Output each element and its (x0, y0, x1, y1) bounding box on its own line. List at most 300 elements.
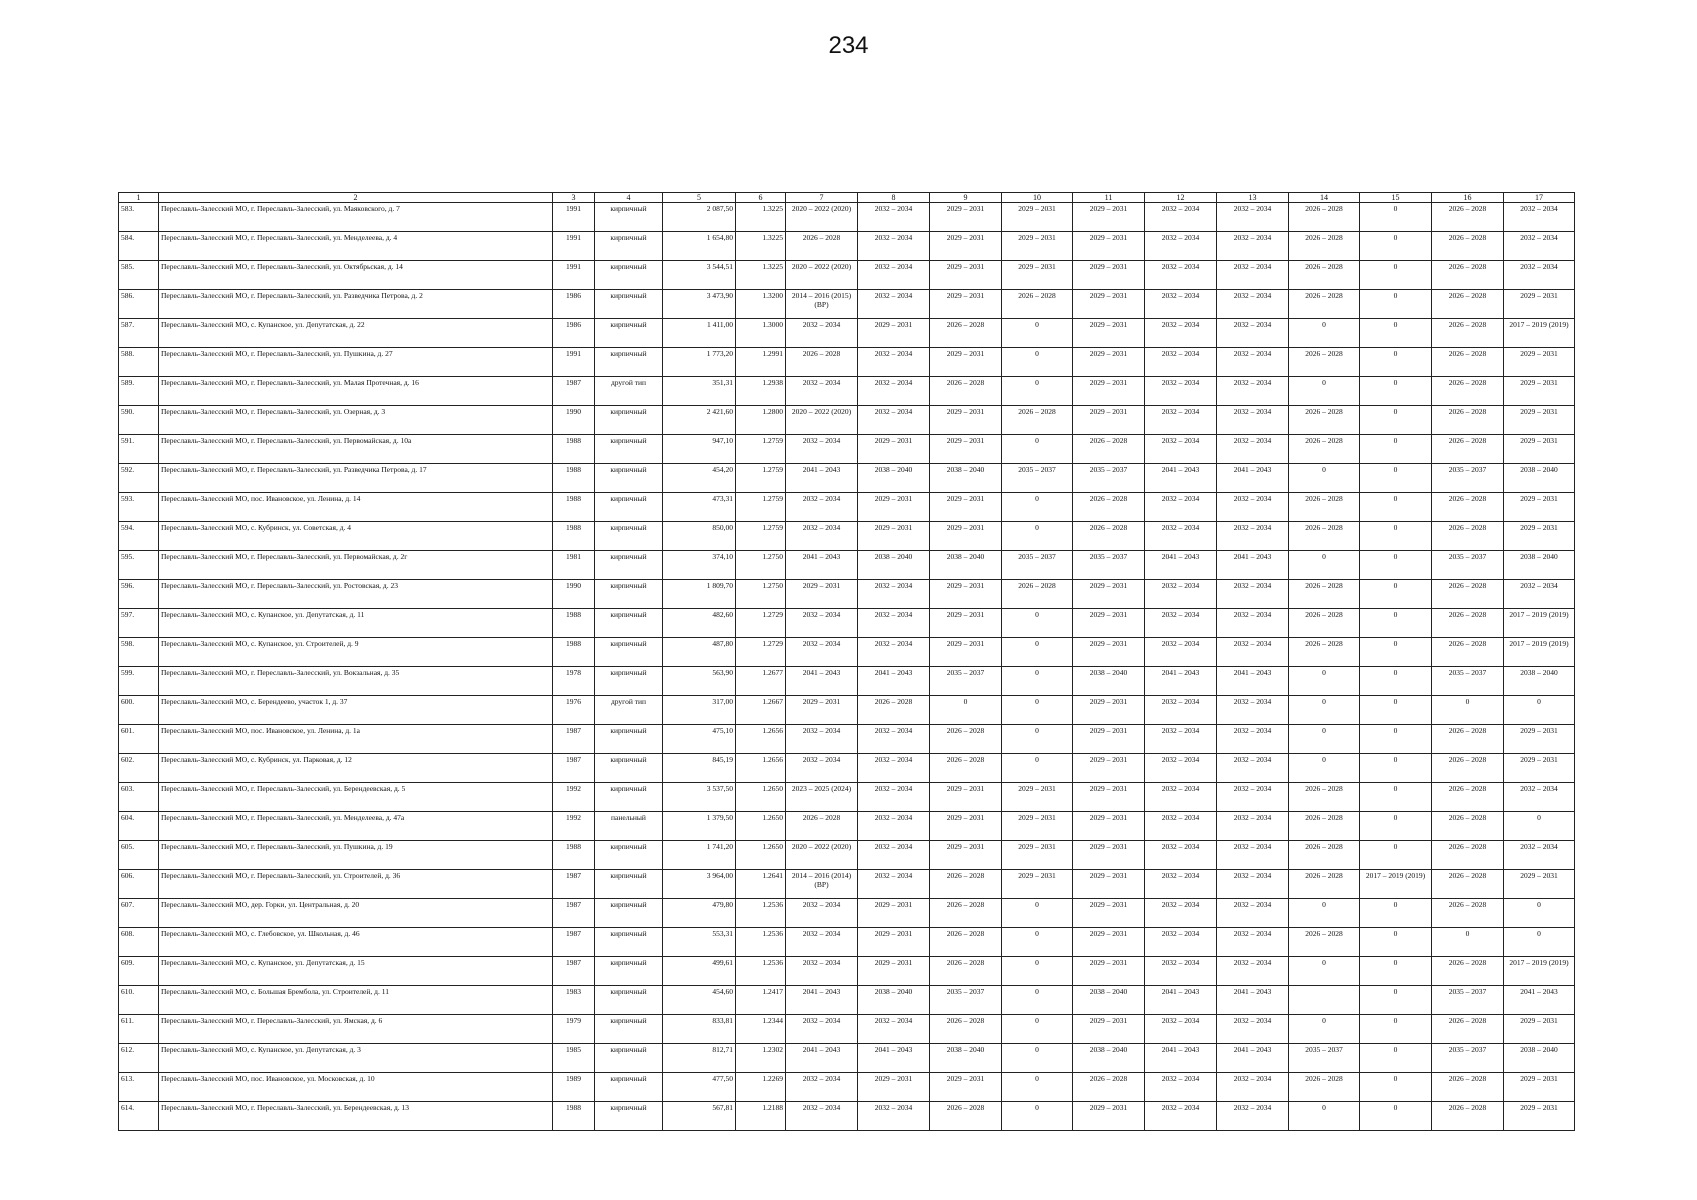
table-cell-col-9: 2026 – 2028 (930, 899, 1002, 928)
table-cell-col-1: 597. (119, 609, 159, 638)
table-cell-col-13: 2032 – 2034 (1217, 928, 1289, 957)
table-cell-col-5: 3 544,51 (663, 261, 736, 290)
table-cell-col-12: 2032 – 2034 (1145, 232, 1217, 261)
table-row (119, 928, 1575, 957)
table-cell-col-12: 2032 – 2034 (1145, 783, 1217, 812)
table-cell-col-15: 0 (1360, 696, 1432, 725)
table-row (119, 986, 1575, 1015)
table-cell-col-6: 1.2677 (736, 667, 786, 696)
table-cell-col-1: 596. (119, 580, 159, 609)
table-cell-col-1: 614. (119, 1102, 159, 1131)
table-cell-col-9: 2029 – 2031 (930, 203, 1002, 232)
table-cell-col-3: 1987 (553, 754, 595, 783)
table-cell-col-6: 1.2188 (736, 1102, 786, 1131)
table-cell-col-6: 1.2650 (736, 841, 786, 870)
table-cell-col-17: 2032 – 2034 (1504, 580, 1575, 609)
table-cell-col-1: 588. (119, 348, 159, 377)
table-cell-col-4: кирпичный (595, 870, 663, 899)
table-cell-col-2: Переславль-Залесский МО, г. Переславль-Залесский, ул. Менделеева, д. 4 (159, 232, 553, 261)
table-cell-col-12: 2041 – 2043 (1145, 464, 1217, 493)
table-cell-col-13: 2032 – 2034 (1217, 841, 1289, 870)
table-cell-col-10: 0 (1002, 696, 1073, 725)
table-cell-col-12: 2032 – 2034 (1145, 870, 1217, 899)
table-cell-col-4: кирпичный (595, 1044, 663, 1073)
table-cell-col-13: 2032 – 2034 (1217, 899, 1289, 928)
table-cell-col-11: 2029 – 2031 (1073, 609, 1145, 638)
table-cell-col-7: 2032 – 2034 (786, 1073, 858, 1102)
table-cell-col-17: 0 (1504, 928, 1575, 957)
table-cell-col-8: 2032 – 2034 (858, 725, 930, 754)
table-row (119, 522, 1575, 551)
table-cell-col-9: 2026 – 2028 (930, 319, 1002, 348)
table-cell-col-15: 0 (1360, 435, 1432, 464)
table-cell-col-2: Переславль-Залесский МО, с. Глебовское, ул. Школьная, д. 46 (159, 928, 553, 957)
table-cell-col-16: 2026 – 2028 (1432, 290, 1504, 319)
table-row (119, 957, 1575, 986)
table-cell-col-7: 2032 – 2034 (786, 493, 858, 522)
column-header-5: 5 (663, 193, 736, 203)
table-cell-col-15: 0 (1360, 493, 1432, 522)
header-row (119, 193, 1575, 203)
table-cell-col-4: кирпичный (595, 203, 663, 232)
table-cell-col-5: 1 773,20 (663, 348, 736, 377)
table-cell-col-14: 0 (1289, 551, 1360, 580)
table-cell-col-11: 2029 – 2031 (1073, 812, 1145, 841)
table-cell-col-9: 2029 – 2031 (930, 261, 1002, 290)
table-cell-col-7: 2032 – 2034 (786, 754, 858, 783)
table-cell-col-2: Переславль-Залесский МО, г. Переславль-Залесский, ул. Разведчика Петрова, д. 17 (159, 464, 553, 493)
table-cell-col-9: 2029 – 2031 (930, 406, 1002, 435)
table-cell-col-15: 0 (1360, 203, 1432, 232)
table-cell-col-10: 0 (1002, 1015, 1073, 1044)
table-cell-col-11: 2029 – 2031 (1073, 928, 1145, 957)
table-cell-col-5: 3 473,90 (663, 290, 736, 319)
table-cell-col-4: кирпичный (595, 261, 663, 290)
table-cell-col-6: 1.2641 (736, 870, 786, 899)
table-cell-col-11: 2026 – 2028 (1073, 493, 1145, 522)
table-cell-col-14: 2026 – 2028 (1289, 435, 1360, 464)
table-cell-col-5: 563,90 (663, 667, 736, 696)
table-cell-col-15: 0 (1360, 899, 1432, 928)
table-cell-col-12: 2032 – 2034 (1145, 377, 1217, 406)
table-cell-col-10: 0 (1002, 1073, 1073, 1102)
table-cell-col-17: 2029 – 2031 (1504, 1015, 1575, 1044)
table-cell-col-3: 1978 (553, 667, 595, 696)
table-cell-col-16: 2026 – 2028 (1432, 899, 1504, 928)
table-cell-col-16: 2026 – 2028 (1432, 754, 1504, 783)
table-cell-col-9: 2029 – 2031 (930, 609, 1002, 638)
table-cell-col-17: 2038 – 2040 (1504, 551, 1575, 580)
table-cell-col-5: 3 964,00 (663, 870, 736, 899)
table-cell-col-7: 2014 – 2016 (2015) (ВР) (786, 290, 858, 319)
table-cell-col-16: 2026 – 2028 (1432, 1015, 1504, 1044)
table-cell-col-14: 2026 – 2028 (1289, 841, 1360, 870)
table-cell-col-5: 1 654,80 (663, 232, 736, 261)
table-cell-col-2: Переславль-Залесский МО, с. Купанское, ул. Депутатская, д. 11 (159, 609, 553, 638)
table-cell-col-3: 1987 (553, 725, 595, 754)
housing-register-table (118, 192, 1575, 1131)
table-cell-col-1: 609. (119, 957, 159, 986)
table-cell-col-11: 2038 – 2040 (1073, 1044, 1145, 1073)
table-cell-col-9: 2026 – 2028 (930, 957, 1002, 986)
table-cell-col-14: 2026 – 2028 (1289, 203, 1360, 232)
table-cell-col-4: кирпичный (595, 406, 663, 435)
table-body (119, 203, 1575, 1131)
table-cell-col-15: 0 (1360, 928, 1432, 957)
table-cell-col-10: 0 (1002, 638, 1073, 667)
table-cell-col-3: 1991 (553, 261, 595, 290)
table-cell-col-12: 2032 – 2034 (1145, 841, 1217, 870)
table-row (119, 232, 1575, 261)
table-cell-col-9: 2029 – 2031 (930, 841, 1002, 870)
table-cell-col-14: 0 (1289, 667, 1360, 696)
table-cell-col-13: 2032 – 2034 (1217, 725, 1289, 754)
table-cell-col-14: 2026 – 2028 (1289, 1073, 1360, 1102)
table-cell-col-8: 2029 – 2031 (858, 957, 930, 986)
table-cell-col-5: 1 741,20 (663, 841, 736, 870)
table-cell-col-14: 2026 – 2028 (1289, 928, 1360, 957)
table-cell-col-8: 2029 – 2031 (858, 435, 930, 464)
table-cell-col-6: 1.2759 (736, 464, 786, 493)
table-cell-col-1: 605. (119, 841, 159, 870)
table-cell-col-5: 499,61 (663, 957, 736, 986)
table-cell-col-4: кирпичный (595, 348, 663, 377)
table-cell-col-13: 2032 – 2034 (1217, 406, 1289, 435)
table-cell-col-12: 2032 – 2034 (1145, 290, 1217, 319)
column-header-15: 15 (1360, 193, 1432, 203)
table-cell-col-6: 1.3225 (736, 261, 786, 290)
table-cell-col-14: 0 (1289, 696, 1360, 725)
table-cell-col-8: 2032 – 2034 (858, 870, 930, 899)
table-cell-col-10: 0 (1002, 377, 1073, 406)
table-cell-col-12: 2032 – 2034 (1145, 957, 1217, 986)
table-cell-col-1: 594. (119, 522, 159, 551)
table-cell-col-1: 599. (119, 667, 159, 696)
table-cell-col-14: 2026 – 2028 (1289, 609, 1360, 638)
table-cell-col-6: 1.3200 (736, 290, 786, 319)
table-cell-col-7: 2026 – 2028 (786, 812, 858, 841)
table-row (119, 696, 1575, 725)
column-header-1: 1 (119, 193, 159, 203)
table-cell-col-7: 2032 – 2034 (786, 377, 858, 406)
table-cell-col-14 (1289, 986, 1360, 1015)
table-cell-col-17: 2029 – 2031 (1504, 348, 1575, 377)
table-cell-col-13: 2032 – 2034 (1217, 348, 1289, 377)
table-cell-col-11: 2038 – 2040 (1073, 667, 1145, 696)
table-cell-col-14: 2026 – 2028 (1289, 522, 1360, 551)
table-cell-col-15: 0 (1360, 754, 1432, 783)
table-cell-col-2: Переславль-Залесский МО, с. Купанское, ул. Строителей, д. 9 (159, 638, 553, 667)
table-cell-col-8: 2032 – 2034 (858, 638, 930, 667)
table-cell-col-13: 2032 – 2034 (1217, 609, 1289, 638)
table-cell-col-15: 0 (1360, 551, 1432, 580)
table-cell-col-9: 2029 – 2031 (930, 348, 1002, 377)
table-cell-col-2: Переславль-Залесский МО, г. Переславль-Залесский, ул. Пушкина, д. 27 (159, 348, 553, 377)
table-cell-col-1: 592. (119, 464, 159, 493)
table-cell-col-17: 2029 – 2031 (1504, 725, 1575, 754)
table-cell-col-16: 2026 – 2028 (1432, 783, 1504, 812)
table-cell-col-3: 1986 (553, 319, 595, 348)
table-cell-col-6: 1.3225 (736, 203, 786, 232)
table-cell-col-3: 1986 (553, 290, 595, 319)
table-cell-col-6: 1.2302 (736, 1044, 786, 1073)
table-row (119, 406, 1575, 435)
table-cell-col-1: 584. (119, 232, 159, 261)
table-cell-col-12: 2032 – 2034 (1145, 580, 1217, 609)
table-cell-col-5: 553,31 (663, 928, 736, 957)
column-header-12: 12 (1145, 193, 1217, 203)
table-cell-col-13: 2032 – 2034 (1217, 696, 1289, 725)
table-cell-col-15: 0 (1360, 1015, 1432, 1044)
table-cell-col-12: 2032 – 2034 (1145, 696, 1217, 725)
table-cell-col-6: 1.3000 (736, 319, 786, 348)
table-cell-col-7: 2032 – 2034 (786, 725, 858, 754)
table-cell-col-11: 2026 – 2028 (1073, 522, 1145, 551)
table-cell-col-7: 2020 – 2022 (2020) (786, 203, 858, 232)
table-cell-col-4: кирпичный (595, 1073, 663, 1102)
table-cell-col-9: 2029 – 2031 (930, 522, 1002, 551)
table-cell-col-5: 479,80 (663, 899, 736, 928)
table-cell-col-5: 1 379,50 (663, 812, 736, 841)
table-cell-col-4: кирпичный (595, 464, 663, 493)
table-cell-col-3: 1976 (553, 696, 595, 725)
table-cell-col-5: 477,50 (663, 1073, 736, 1102)
table-cell-col-16: 2026 – 2028 (1432, 435, 1504, 464)
table-cell-col-8: 2038 – 2040 (858, 986, 930, 1015)
table-cell-col-17: 2029 – 2031 (1504, 435, 1575, 464)
table-cell-col-5: 475,10 (663, 725, 736, 754)
table-cell-col-13: 2032 – 2034 (1217, 290, 1289, 319)
table-cell-col-9: 2026 – 2028 (930, 1015, 1002, 1044)
table-cell-col-15: 0 (1360, 638, 1432, 667)
table-cell-col-11: 2029 – 2031 (1073, 638, 1145, 667)
table-cell-col-16: 2026 – 2028 (1432, 493, 1504, 522)
table-cell-col-10: 2026 – 2028 (1002, 580, 1073, 609)
table-cell-col-5: 454,60 (663, 986, 736, 1015)
table-cell-col-17: 2029 – 2031 (1504, 406, 1575, 435)
table-cell-col-10: 0 (1002, 986, 1073, 1015)
table-cell-col-7: 2032 – 2034 (786, 522, 858, 551)
table-cell-col-8: 2032 – 2034 (858, 1015, 930, 1044)
table-cell-col-17: 0 (1504, 899, 1575, 928)
table-cell-col-17: 2017 – 2019 (2019) (1504, 609, 1575, 638)
table-cell-col-13: 2032 – 2034 (1217, 1102, 1289, 1131)
table-cell-col-8: 2032 – 2034 (858, 1102, 930, 1131)
table-cell-col-7: 2026 – 2028 (786, 232, 858, 261)
table-cell-col-3: 1990 (553, 580, 595, 609)
column-header-3: 3 (553, 193, 595, 203)
table-cell-col-7: 2032 – 2034 (786, 609, 858, 638)
table-cell-col-7: 2032 – 2034 (786, 928, 858, 957)
table-cell-col-11: 2029 – 2031 (1073, 696, 1145, 725)
table-cell-col-6: 1.2991 (736, 348, 786, 377)
table-cell-col-2: Переславль-Залесский МО, г. Переславль-Залесский, ул. Октябрьская, д. 14 (159, 261, 553, 290)
table-cell-col-8: 2029 – 2031 (858, 1073, 930, 1102)
table-cell-col-6: 1.2750 (736, 580, 786, 609)
table-row (119, 667, 1575, 696)
table-cell-col-8: 2032 – 2034 (858, 406, 930, 435)
table-cell-col-1: 593. (119, 493, 159, 522)
table-cell-col-14: 0 (1289, 377, 1360, 406)
table-cell-col-10: 2026 – 2028 (1002, 406, 1073, 435)
table-cell-col-1: 591. (119, 435, 159, 464)
table-cell-col-14: 2035 – 2037 (1289, 1044, 1360, 1073)
table-cell-col-17: 2029 – 2031 (1504, 493, 1575, 522)
table-cell-col-8: 2032 – 2034 (858, 261, 930, 290)
table-cell-col-15: 0 (1360, 406, 1432, 435)
table-cell-col-7: 2032 – 2034 (786, 957, 858, 986)
table-cell-col-16: 2035 – 2037 (1432, 551, 1504, 580)
table-cell-col-15: 0 (1360, 1102, 1432, 1131)
table-cell-col-11: 2029 – 2031 (1073, 957, 1145, 986)
page-number: 234 (828, 32, 869, 59)
table-cell-col-12: 2032 – 2034 (1145, 319, 1217, 348)
table-cell-col-17: 0 (1504, 696, 1575, 725)
table-cell-col-11: 2029 – 2031 (1073, 580, 1145, 609)
table-cell-col-16: 2026 – 2028 (1432, 957, 1504, 986)
table-cell-col-14: 0 (1289, 754, 1360, 783)
table-cell-col-13: 2041 – 2043 (1217, 986, 1289, 1015)
table-cell-col-1: 595. (119, 551, 159, 580)
table-cell-col-2: Переславль-Залесский МО, г. Переславль-Залесский, ул. Разведчика Петрова, д. 2 (159, 290, 553, 319)
table-cell-col-11: 2029 – 2031 (1073, 232, 1145, 261)
table-cell-col-13: 2032 – 2034 (1217, 319, 1289, 348)
table-cell-col-1: 604. (119, 812, 159, 841)
table-row (119, 899, 1575, 928)
table-cell-col-13: 2032 – 2034 (1217, 261, 1289, 290)
table-cell-col-17: 2038 – 2040 (1504, 464, 1575, 493)
table-cell-col-7: 2032 – 2034 (786, 319, 858, 348)
table-row (119, 870, 1575, 899)
table-cell-col-4: кирпичный (595, 667, 663, 696)
table-cell-col-7: 2032 – 2034 (786, 638, 858, 667)
column-header-2: 2 (159, 193, 553, 203)
table-cell-col-17: 2038 – 2040 (1504, 1044, 1575, 1073)
table-row (119, 493, 1575, 522)
table-cell-col-15: 0 (1360, 377, 1432, 406)
table-cell-col-13: 2032 – 2034 (1217, 812, 1289, 841)
table-cell-col-4: кирпичный (595, 928, 663, 957)
table-cell-col-2: Переславль-Залесский МО, с. Купанское, ул. Депутатская, д. 15 (159, 957, 553, 986)
table-cell-col-8: 2038 – 2040 (858, 464, 930, 493)
table-cell-col-2: Переславль-Залесский МО, г. Переславль-Залесский, ул. Первомайская, д. 2г (159, 551, 553, 580)
table-row (119, 319, 1575, 348)
table-cell-col-4: другой тип (595, 696, 663, 725)
table-cell-col-15: 0 (1360, 319, 1432, 348)
table-cell-col-3: 1988 (553, 609, 595, 638)
table-cell-col-8: 2038 – 2040 (858, 551, 930, 580)
table-cell-col-2: Переславль-Залесский МО, г. Переславль-Залесский, ул. Берендеевская, д. 5 (159, 783, 553, 812)
table-cell-col-17: 2029 – 2031 (1504, 1073, 1575, 1102)
table-row (119, 754, 1575, 783)
table-cell-col-15: 0 (1360, 232, 1432, 261)
table-row (119, 435, 1575, 464)
table-cell-col-9: 2038 – 2040 (930, 1044, 1002, 1073)
table-cell-col-8: 2032 – 2034 (858, 841, 930, 870)
table-cell-col-10: 0 (1002, 435, 1073, 464)
table-cell-col-2: Переславль-Залесский МО, г. Переславль-Залесский, ул. Малая Протечная, д. 16 (159, 377, 553, 406)
table-cell-col-9: 2026 – 2028 (930, 754, 1002, 783)
table-cell-col-17: 2017 – 2019 (2019) (1504, 957, 1575, 986)
table-cell-col-4: кирпичный (595, 319, 663, 348)
table-cell-col-17: 2029 – 2031 (1504, 870, 1575, 899)
table-cell-col-5: 812,71 (663, 1044, 736, 1073)
table-cell-col-14: 0 (1289, 1015, 1360, 1044)
table-cell-col-5: 374,10 (663, 551, 736, 580)
table-cell-col-15: 0 (1360, 348, 1432, 377)
table-cell-col-5: 3 537,50 (663, 783, 736, 812)
table-cell-col-13: 2032 – 2034 (1217, 1073, 1289, 1102)
table-cell-col-10: 0 (1002, 348, 1073, 377)
table-cell-col-10: 0 (1002, 609, 1073, 638)
table-cell-col-14: 0 (1289, 899, 1360, 928)
table-cell-col-8: 2029 – 2031 (858, 493, 930, 522)
table-cell-col-2: Переславль-Залесский МО, пос. Ивановское, ул. Московская, д. 10 (159, 1073, 553, 1102)
table-cell-col-1: 613. (119, 1073, 159, 1102)
table-cell-col-4: кирпичный (595, 1015, 663, 1044)
table-row (119, 841, 1575, 870)
table-cell-col-13: 2032 – 2034 (1217, 435, 1289, 464)
column-header-8: 8 (858, 193, 930, 203)
column-header-17: 17 (1504, 193, 1575, 203)
table-cell-col-14: 0 (1289, 957, 1360, 986)
table-cell-col-8: 2041 – 2043 (858, 667, 930, 696)
table-cell-col-12: 2032 – 2034 (1145, 899, 1217, 928)
table-cell-col-16: 2026 – 2028 (1432, 261, 1504, 290)
table-cell-col-9: 2029 – 2031 (930, 638, 1002, 667)
table-cell-col-3: 1988 (553, 522, 595, 551)
table-row (119, 551, 1575, 580)
table-cell-col-15: 0 (1360, 667, 1432, 696)
table-cell-col-8: 2032 – 2034 (858, 609, 930, 638)
table-cell-col-4: кирпичный (595, 725, 663, 754)
table-cell-col-11: 2029 – 2031 (1073, 754, 1145, 783)
column-header-4: 4 (595, 193, 663, 203)
table-cell-col-2: Переславль-Залесский МО, с. Берендеево, участок 1, д. 37 (159, 696, 553, 725)
table-row (119, 1015, 1575, 1044)
table-cell-col-4: другой тип (595, 377, 663, 406)
table-cell-col-16: 2026 – 2028 (1432, 812, 1504, 841)
table-cell-col-14: 2026 – 2028 (1289, 870, 1360, 899)
table-cell-col-11: 2035 – 2037 (1073, 551, 1145, 580)
table-cell-col-9: 2038 – 2040 (930, 464, 1002, 493)
table-cell-col-9: 2029 – 2031 (930, 493, 1002, 522)
table-cell-col-13: 2032 – 2034 (1217, 870, 1289, 899)
table-cell-col-2: Переславль-Залесский МО, г. Переславль-Залесский, ул. Первомайская, д. 10а (159, 435, 553, 464)
table-cell-col-2: Переславль-Залесский МО, с. Кубринск, ул. Советская, д. 4 (159, 522, 553, 551)
table-cell-col-14: 2026 – 2028 (1289, 493, 1360, 522)
table-cell-col-1: 585. (119, 261, 159, 290)
table-cell-col-3: 1987 (553, 928, 595, 957)
table-cell-col-9: 2026 – 2028 (930, 870, 1002, 899)
table-cell-col-4: кирпичный (595, 522, 663, 551)
table-cell-col-13: 2032 – 2034 (1217, 754, 1289, 783)
table-cell-col-17: 0 (1504, 812, 1575, 841)
table-cell-col-11: 2029 – 2031 (1073, 261, 1145, 290)
table-cell-col-3: 1990 (553, 406, 595, 435)
table-cell-col-3: 1988 (553, 1102, 595, 1131)
table-cell-col-4: кирпичный (595, 290, 663, 319)
table-row (119, 1102, 1575, 1131)
table-cell-col-12: 2032 – 2034 (1145, 609, 1217, 638)
table-cell-col-10: 2035 – 2037 (1002, 551, 1073, 580)
table-cell-col-13: 2032 – 2034 (1217, 203, 1289, 232)
table-cell-col-11: 2038 – 2040 (1073, 986, 1145, 1015)
table-cell-col-10: 2035 – 2037 (1002, 464, 1073, 493)
table-cell-col-6: 1.2536 (736, 957, 786, 986)
table-cell-col-5: 473,31 (663, 493, 736, 522)
table-cell-col-14: 2026 – 2028 (1289, 290, 1360, 319)
